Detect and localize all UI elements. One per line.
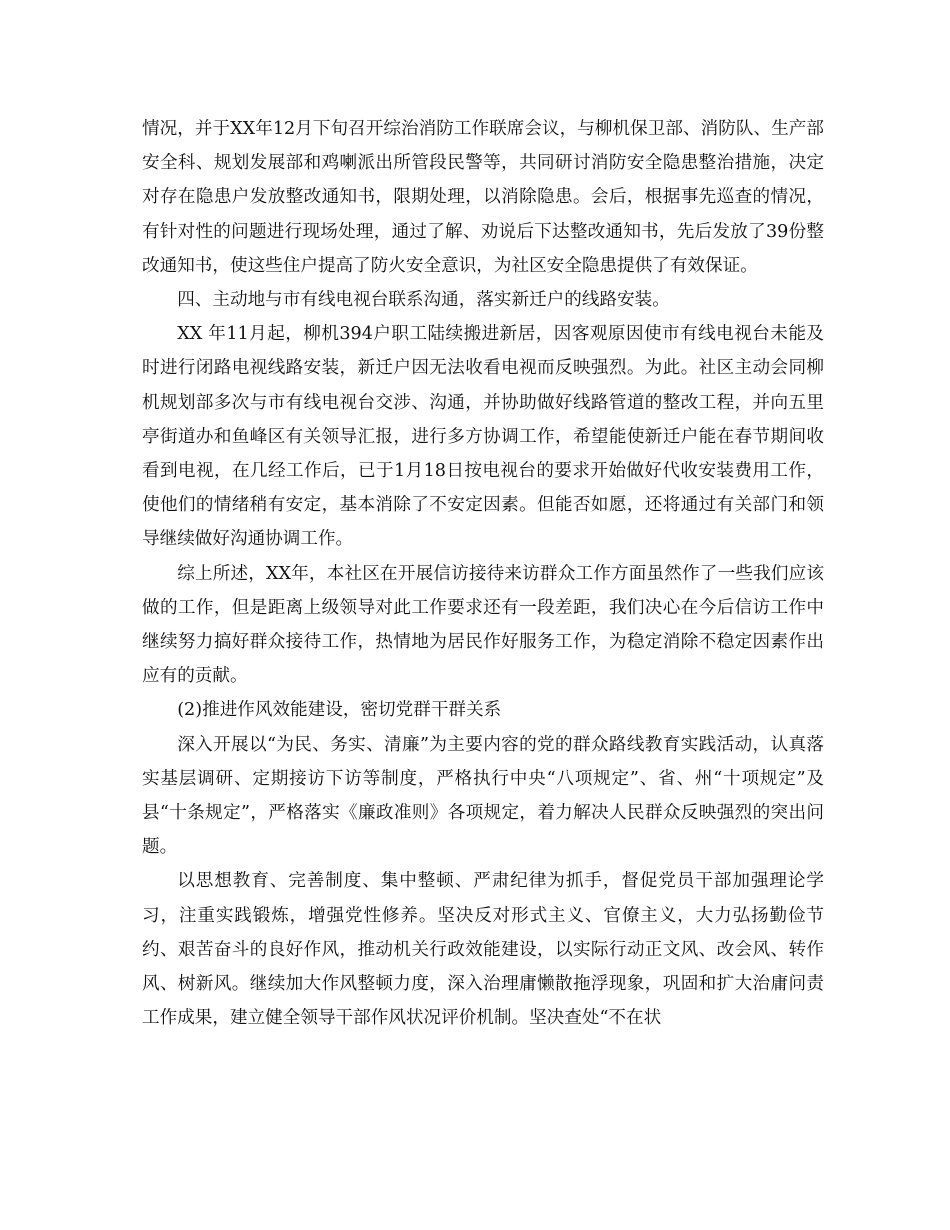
paragraph-cable-tv-installation: XX 年11月起，柳机394户职工陆续搬进新居，因客观原因使市有线电视台未能及时进行闭路电视线路安装，新迁户因无法收看电视而反映强烈。为此。社区主动会同柳机规划部多次与市有线电视台交涉、沟通，并协助做好线路管道的整改工程，并向五里亭街道办和鱼峰区有关领导汇报，进行多方协调工作，希望能使新迁户能在春节期间收看到电视，在几经工作后，已于1月18日按电视台的要求开始做好代收安装费用工作，使他们的情绪稍有安定，基本消除了不安定因素。但能否如愿，还将通过有关部门和领导继续做好沟通协调工作。 (142, 324, 824, 550)
document-page (142, 112, 824, 1035)
paragraph-mass-line-education: 深入开展以“为民、务实、清廉”为主要内容的党的群众路线教育实践活动，认真落实基层调研、定期接访下访等制度，严格执行中央“八项规定”、省、州“十项规定”及县“十条规定”，严格落实《廉政准则》各项规定，着力解决人民群众反映强烈的突出问题。 (142, 734, 824, 858)
paragraph-party-discipline: 以思想教育、完善制度、集中整顿、严肃纪律为抓手，督促党员干部加强理论学习，注重实践锻炼，增强党性修养。坚决反对形式主义、官僚主义，大力弘扬勤俭节约、艰苦奋斗的良好作风，推动机关行政效能建设，以实际行动正文风、改会风、转作风、树新风。继续加大作风整顿力度，深入治理庸懒散拖浮现象，巩固和扩大治庸问责工作成果，建立健全领导干部作风状况评价机制。坚决查处“不在状 (142, 871, 824, 1029)
paragraph-fire-safety-rectification: 情况，并于XX年12月下旬召开综治消防工作联席会议，与柳机保卫部、消防队、生产部安全科、规划发展部和鸡喇派出所管段民警等，共同研讨消防安全隐患整治措施，决定对存在隐患户发放整改通知书，限期处理，以消除隐患。会后，根据事先巡查的情况，有针对性的问题进行现场处理，通过了解、劝说后下达整改通知书，先后发放了39份整改通知书，使这些住户提高了防火安全意识，为社区安全隐患提供了有效保证。 (142, 119, 824, 276)
paragraph-summary: 综上所述，XX年，本社区在开展信访接待来访群众工作方面虽然作了一些我们应该做的工作，但是距离上级领导对此工作要求还有一段差距，我们决心在今后信访工作中继续努力搞好群众接待工作，热情地为居民作好服务工作，为稳定消除不稳定因素作出应有的贡献。 (142, 563, 824, 687)
paragraph-heading-cable-tv: 四、主动地与市有线电视台联系沟通，落实新迁户的线路安装。 (177, 290, 670, 311)
paragraph-heading-work-style: (2)推进作风效能建设，密切党群干群关系 (177, 700, 502, 721)
